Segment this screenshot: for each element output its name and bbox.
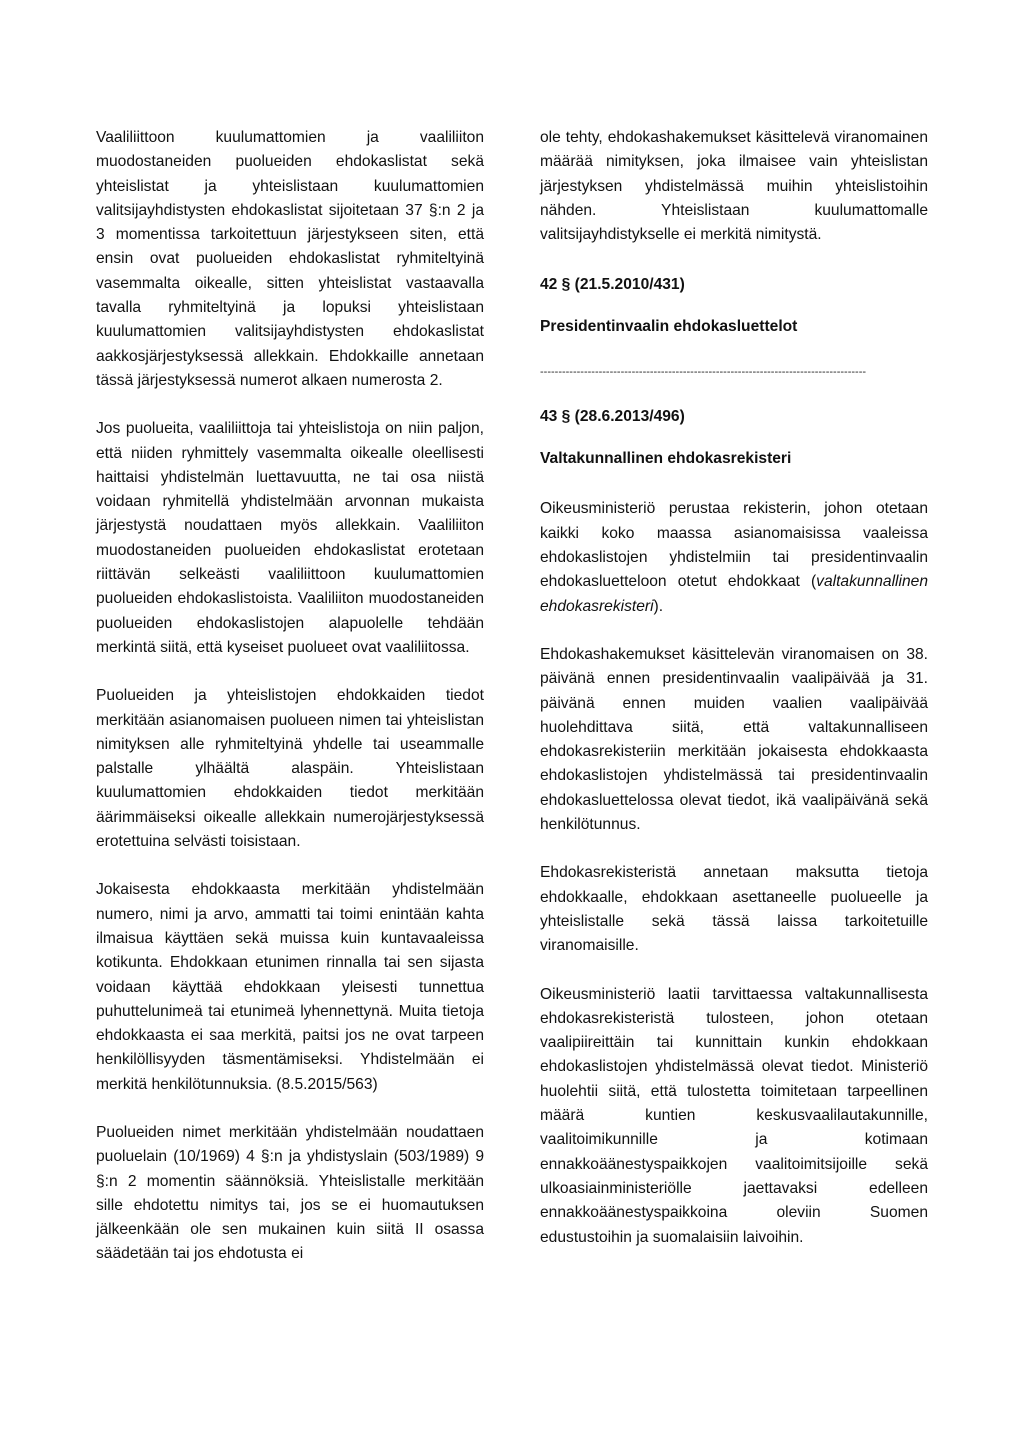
- paragraph: Oikeusministeriö laatii tarvittaessa valtakunnallisesta ehdokasrekisteristä tulosteen, johon otetaan vaalipiireittäin tai kunnittain kunkin ehdokkaan ehdokaslistojen yhdistelmässä olevat tiedot. Ministeriö huolehtii siitä, että tulostetta toimitetaan tarpeellinen määrä kuntien keskusvaalilautakunnille, vaalitoimikunnille ja kotimaan ennakkoäänestyspaikkojen vaalitoimitsijoille sekä ulkoasiainministeriölle jaettavaksi edelleen ennakkoäänestyspaikkoina oleviin Suomen edustustoihin ja suomalaisiin laivoihin.: [540, 985, 928, 1246]
- section-42-title: Presidentinvaalin ehdokasluettelot: [540, 318, 798, 336]
- right-column: [540, 126, 928, 1274]
- separator-line: -----------------------------------------------------------------------------------------: [540, 366, 867, 379]
- paragraph: Ehdokasrekisteristä annetaan maksutta tietoja ehdokkaalle, ehdokkaan asettaneelle puolueelle ja yhteislistalle sekä tässä laissa tarkoitetuille viranomaisille.: [540, 864, 928, 955]
- paragraph: Ehdokashakemukset käsittelevän viranomaisen on 38. päivänä ennen presidentinvaalin vaalipäivää ja 31. päivänä ennen muiden vaalien vaalipäivää huolehdittava siitä, että valtakunnalliseen ehdokasrekisteriin merkitään jokaisesta ehdokkaasta ehdokaslistojen yhdistelmässä tai presidentinvaalin ehdokasluettelossa olevat tiedot, ikä vaalipäivänä sekä henkilötunnus.: [540, 645, 928, 834]
- section-42-number: 42 § (21.5.2010/431): [540, 276, 685, 294]
- paragraph: [540, 497, 928, 618]
- paragraph-text: Oikeusministeriö perustaa rekisterin, johon otetaan kaikki koko maassa asianomaisissa vaaleissa ehdokaslistojen yhdistelmiin tai presidentinvaalin ehdokasluetteloon otetut ehdokkaat (: [540, 500, 928, 591]
- paragraph: Puolueiden nimet merkitään yhdistelmään noudattaen puoluelain (10/1969) 4 §:n ja yhdistyslain (503/1989) 9 §:n 2 momentin säännöksiä. Yhteislistalle merkitään sille ehdotettu nimitys tai, jos se ei huomautuksen jälkeenkään ole sen mukainen kuin siitä II osassa säädetään tai jos ehdotusta ei: [96, 1123, 484, 1263]
- paragraph: Puolueiden ja yhteislistojen ehdokkaiden tiedot merkitään asianomaisen puolueen nimen tai yhteislistan nimityksen alle ryhmiteltyinä yhdelle tai useammalle palstalle ylhäältä alaspäin. Yhteislistaan kuulumattomien ehdokkaiden tiedot merkitään äärimmäiseksi oikealle allekkain numerojärjestyksessä erotettuina selvästi toisistaan.: [96, 687, 484, 851]
- paragraph: Jokaisesta ehdokkaasta merkitään yhdistelmään numero, nimi ja arvo, ammatti tai toimi enintään kahta ilmaisua käyttäen sekä muissa kuin kuntavaaleissa kotikunta. Ehdokkaan etunimen rinnalla tai sen sijasta voidaan käyttää ehdokkaan yleisesti tunnettua puhuttelunimeä tai etunimeä lyhennettynä. Muita tietoja ehdokkaasta ei saa merkitä, paitsi jos ne ovat tarpeen henkilöllisyyden täsmentämiseksi. Yhdistelmään ei merkitä henkilötunnuksia. (8.5.2015/563): [96, 881, 484, 1093]
- paragraph-text-end: ).: [653, 597, 664, 615]
- paragraph: ole tehty, ehdokashakemukset käsittelevä viranomainen määrää nimityksen, joka ilmaisee vain yhteislistan järjestyksen yhdistelmässä muihin yhteislistoihin nähden. Yhteislistaan kuulumattomalle valitsijayhdistykselle ei merkitä nimitystä.: [540, 129, 928, 244]
- section-43-title: Valtakunnallinen ehdokasrekisteri: [540, 450, 792, 468]
- paragraph: Vaaliliittoon kuulumattomien ja vaaliliiton muodostaneiden puolueiden ehdokaslistat sekä yhteislistat ja yhteislistaan kuulumattomien valitsijayhdistysten ehdokaslistat sijoitetaan 37 §:n 2 ja 3 momentissa tarkoitettuun järjestykseen siten, että ensin ovat puolueiden ehdokaslistat ryhmiteltyinä vasemmalta oikealle, sitten yhteislistat vastaavalla tavalla ryhmiteltyinä ja lopuksi yhteislistaan kuulumattomien valitsijayhdistysten ehdokaslistat aakkosjärjestyksessä allekkain. Ehdokkaille annetaan tässä järjestyksessä numerot alkaen numerosta 2.: [96, 129, 484, 389]
- term-italic: valtakunnallinen ehdokasrekisteri: [540, 573, 928, 615]
- paragraph: Jos puolueita, vaaliliittoja tai yhteislistoja on niin paljon, että niiden ryhmittely vasemmalta oikealle oleellisesti haittaisi yhdistelmän luettavuutta, ne tai osa niistä voidaan ryhmitellä yhdistelmään arvonnan mukaista järjestystä noudattaen myös allekkain. Vaaliliiton muodostaneiden puolueiden ehdokaslistat erotetaan riittävän selkeästi vaaliliittoon kuulumattomien puolueiden ehdokaslistoista. Vaaliliiton muodostaneiden puolueiden ehdokaslistojen alapuolelle tehdään merkintä siitä, että kyseiset puolueet ovat vaaliliitossa.: [96, 420, 484, 656]
- section-43-number: 43 § (28.6.2013/496): [540, 408, 685, 426]
- left-column: [96, 126, 484, 1291]
